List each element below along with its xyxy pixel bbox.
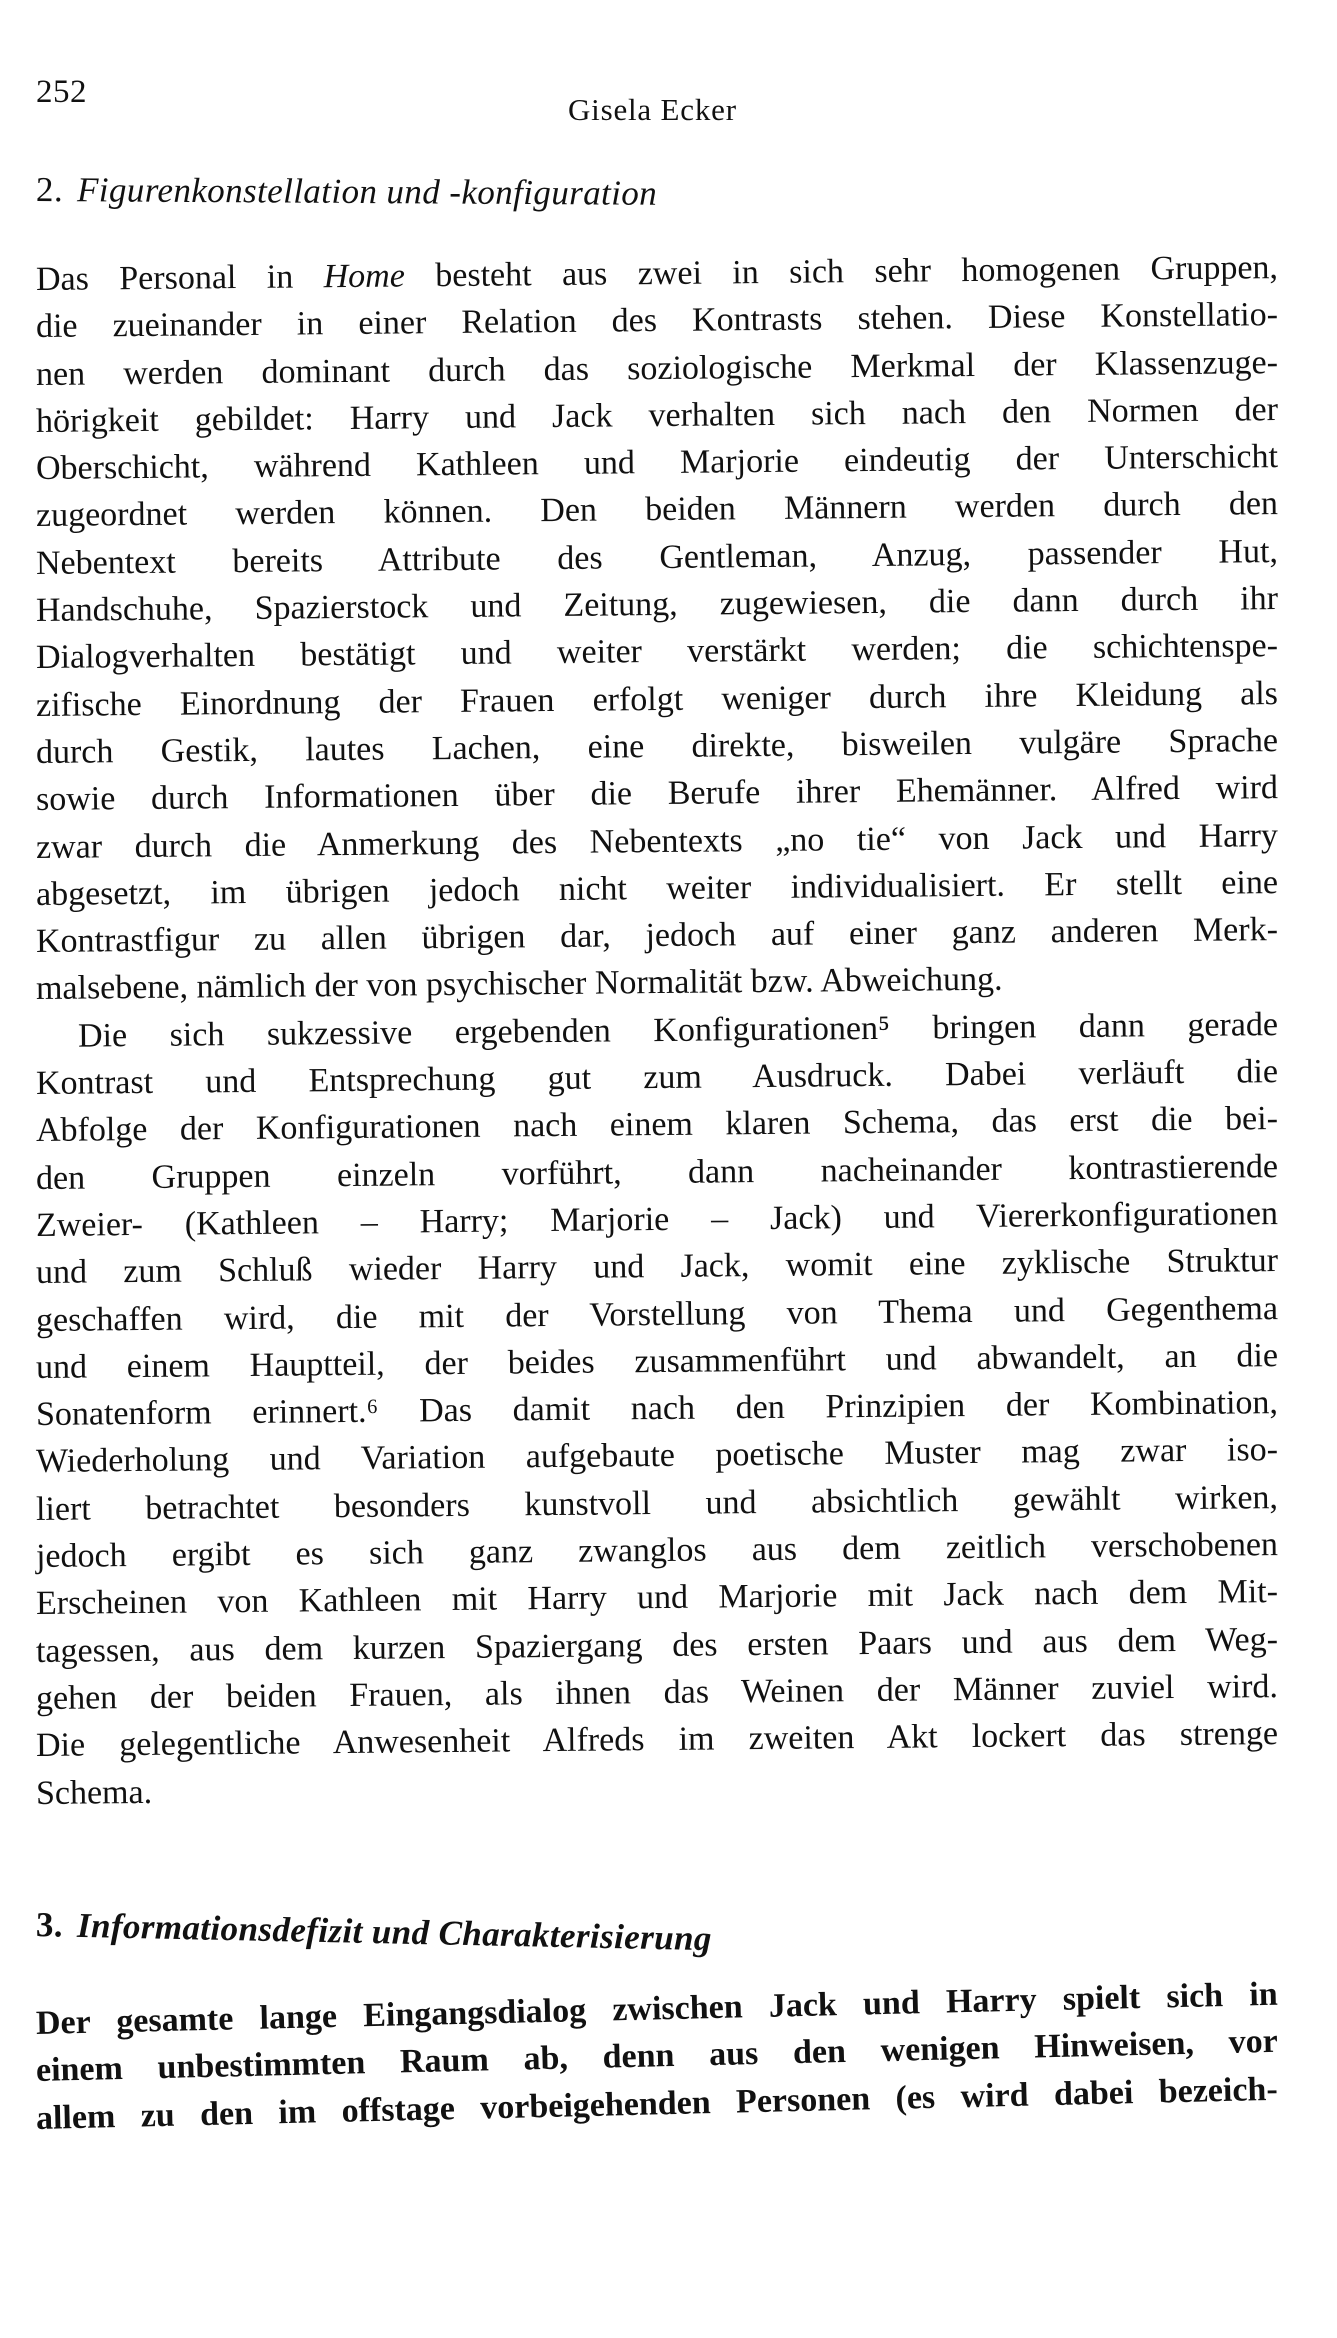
- italic-title: Home: [323, 257, 406, 296]
- text-line: die zueinander in einer Relation des Kontrasts stehen. Diese Konstellatio-: [35, 296, 1279, 346]
- text-line: Die sich sukzessive ergebenden Konfigurationen⁵ bringen dann gerade: [77, 1005, 1279, 1055]
- section-number: 2.: [35, 170, 64, 210]
- text-line: Dialogverhalten bestätigt und weiter verstärkt werden; die schichtenspe-: [35, 627, 1279, 677]
- section-number: 3.: [35, 1905, 64, 1945]
- text-line: einem unbestimmten Raum ab, denn aus den wenigen Hinweisen, vor: [35, 2023, 1279, 2090]
- text-line: Der gesamte lange Eingangsdialog zwischen Jack und Harry spielt sich in: [35, 1975, 1279, 2042]
- text-line: allem zu den im offstage vorbeigehenden Personen (es wird dabei bezeich-: [35, 2070, 1279, 2137]
- text-line: nen werden dominant durch das soziologische Merkmal der Klassenzuge-: [35, 343, 1279, 393]
- text-line: Das Personal in Home besteht aus zwei in sich sehr homogenen Gruppen,: [35, 249, 1279, 298]
- text-line: Erscheinen von Kathleen mit Harry und Marjorie mit Jack nach dem Mit-: [35, 1573, 1279, 1623]
- text-line: hörigkeit gebildet: Harry und Jack verhalten sich nach den Normen der: [35, 390, 1279, 440]
- section-heading-3: [36, 1905, 713, 1959]
- section-3-body: [35, 1975, 1279, 2142]
- text-line: jedoch ergibt es sich ganz zwanglos aus dem zeitlich verschobenen: [35, 1526, 1279, 1576]
- text-line: Zweier- (Kathleen – Harry; Marjorie – Jack) und Viererkonfigurationen: [35, 1195, 1279, 1244]
- text-line: liert betrachtet besonders kunstvoll und absichtlich gewählt wirken,: [35, 1478, 1279, 1528]
- text-line: Abfolge der Konfigurationen nach einem klaren Schema, das erst die bei-: [35, 1100, 1279, 1150]
- text-line: gehen der beiden Frauen, als ihnen das Weinen der Männer zuviel wird.: [35, 1667, 1279, 1717]
- running-head: Gisela Ecker: [568, 92, 737, 127]
- text-line: Kontrast und Entsprechung gut zum Ausdruck. Dabei verläuft die: [35, 1053, 1279, 1103]
- text-line: Wiederholung und Variation aufgebaute poetische Muster mag zwar iso-: [35, 1431, 1279, 1481]
- text-line: geschaffen wird, die mit der Vorstellung von Thema und Gegenthema: [35, 1289, 1279, 1339]
- text-line: sowie durch Informationen über die Berufe ihrer Ehemänner. Alfred wird: [35, 769, 1279, 819]
- text-line: und einem Hauptteil, der beides zusammenführt und abwandelt, an die: [35, 1336, 1279, 1386]
- text-line: malsebene, nämlich der von psychischer Normalität bzw. Abweichung.: [35, 961, 1003, 1008]
- text-line: Die gelegentliche Anwesenheit Alfreds im zweiten Akt lockert das strenge: [35, 1715, 1279, 1765]
- text-line: Oberschicht, während Kathleen und Marjorie eindeutig der Unterschicht: [35, 438, 1279, 488]
- text-line: Sonatenform erinnert.⁶ Das damit nach den Prinzipien der Kombination,: [35, 1384, 1279, 1434]
- section-title: Figurenkonstellation und -konfiguration: [76, 170, 658, 213]
- text-line: Handschuhe, Spazierstock und Zeitung, zugewiesen, die dann durch ihr: [35, 580, 1279, 630]
- text-line: durch Gestik, lautes Lachen, eine direkte, bisweilen vulgäre Sprache: [35, 722, 1279, 771]
- text-line: zwar durch die Anmerkung des Nebentexts „no tie“ von Jack und Harry: [35, 816, 1279, 866]
- page-number: 252: [36, 74, 87, 110]
- section-heading-2: [36, 170, 657, 214]
- section-2-body: [35, 249, 1279, 1817]
- text-line: Nebentext bereits Attribute des Gentleman, Anzug, passender Hut,: [35, 532, 1279, 582]
- text-line: zifische Einordnung der Frauen erfolgt weniger durch ihre Kleidung als: [35, 674, 1279, 724]
- text-line: Schema.: [35, 1773, 153, 1812]
- text-line: und zum Schluß wieder Harry und Jack, womit eine zyklische Struktur: [35, 1242, 1279, 1292]
- text-line: tagessen, aus dem kurzen Spaziergang des ersten Paars und aus dem Weg-: [35, 1620, 1279, 1670]
- text-line: zugeordnet werden können. Den beiden Männern werden durch den: [35, 485, 1279, 535]
- text-line: abgesetzt, im übrigen jedoch nicht weiter individualisiert. Er stellt eine: [35, 863, 1279, 913]
- section-title: Informationsdefizit und Charakterisierung: [76, 1905, 713, 1959]
- text-line: Kontrastfigur zu allen übrigen dar, jedoch auf einer ganz anderen Merk-: [35, 911, 1279, 961]
- text-line: den Gruppen einzeln vorführt, dann nacheinander kontrastierende: [35, 1147, 1279, 1197]
